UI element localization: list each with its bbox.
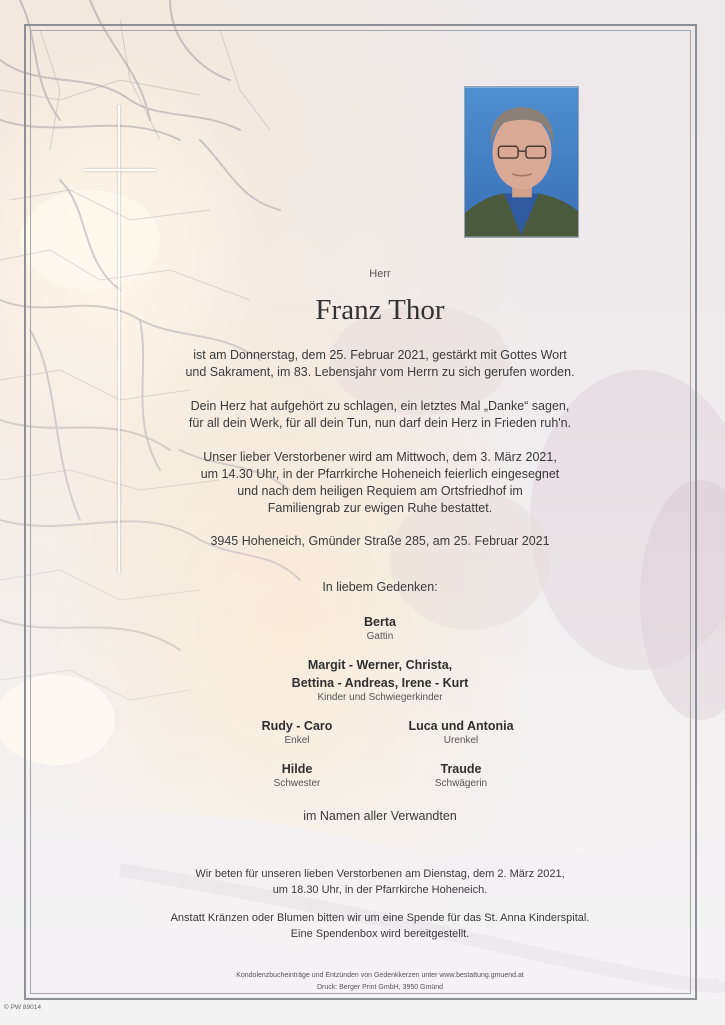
funeral-paragraph <box>150 449 610 517</box>
text-line: Bettina - Andreas, Irene - Kurt <box>291 676 469 690</box>
children-role: Kinder und Schwiegerkinder <box>317 692 443 703</box>
condolence-line: Kondolenzbucheinträge und Entzünden von Gedenkkerzen unter www.bestattung.gmuend.at <box>236 972 524 979</box>
text-line: Anstatt Kränzen oder Blumen bitten wir um eine Spende für das St. Anna Kinderspital. <box>170 912 590 924</box>
text-line: Dein Herz hat aufgehört zu schlagen, ein letztes Mal „Danke“ sagen, <box>190 399 570 413</box>
sister-in-law-role: Schwägerin <box>434 778 488 789</box>
text-line: um 18.30 Uhr, in der Pfarrkirche Hoheneich. <box>272 884 488 896</box>
text-line: Eine Spendenbox wird bereitgestellt. <box>290 928 470 940</box>
cross-icon <box>118 105 120 573</box>
cross-icon-bar <box>83 169 155 171</box>
deceased-name: Franz Thor <box>315 294 445 326</box>
grandchildren-role: Enkel <box>284 735 310 746</box>
in-memory-heading: In liebem Gedenken: <box>322 580 438 594</box>
spouse-name: Berta <box>364 615 396 629</box>
great-grandchildren-names: Luca und Antonia <box>408 719 514 733</box>
footer <box>150 970 610 994</box>
spouse-role: Gattin <box>366 631 394 642</box>
printer-line: Druck: Berger Print GmbH, 3950 Gmünd <box>316 984 444 991</box>
print-code: © PW 89014 <box>4 1004 41 1011</box>
children-names <box>150 656 610 692</box>
donation-notice <box>150 910 610 942</box>
prayer-notice <box>150 866 610 898</box>
salutation: Herr <box>369 268 391 280</box>
relatives-line: im Namen aller Verwandten <box>303 809 457 823</box>
death-notice-paragraph <box>150 347 610 381</box>
poem-paragraph <box>150 398 610 432</box>
text-line: Familiengrab zur ewigen Ruhe bestattet. <box>267 501 493 515</box>
text-line: und Sakrament, im 83. Lebensjahr vom Herrn zu sich gerufen worden. <box>185 365 575 379</box>
sister-in-law-name: Traude <box>440 762 482 776</box>
text-line: Margit - Werner, Christa, <box>307 658 453 672</box>
text-line: um 14.30 Uhr, in der Pfarrkirche Hoheneich feierlich eingesegnet <box>200 467 560 481</box>
text-line: und nach dem heiligen Requiem am Ortsfriedhof im <box>237 484 523 498</box>
portrait-photo <box>464 86 579 238</box>
grandchildren-names: Rudy - Caro <box>261 719 333 733</box>
text-line: Unser lieber Verstorbener wird am Mittwoch, dem 3. März 2021, <box>203 450 557 464</box>
place-date: 3945 Hoheneich, Gmünder Straße 285, am 25. Februar 2021 <box>210 534 550 548</box>
text-line: Wir beten für unseren lieben Verstorbenen am Dienstag, dem 2. März 2021, <box>195 868 565 880</box>
sister-role: Schwester <box>273 778 321 789</box>
text-line: ist am Donnerstag, dem 25. Februar 2021, gestärkt mit Gottes Wort <box>193 348 567 362</box>
sister-name: Hilde <box>281 762 313 776</box>
text-line: für all dein Werk, für all dein Tun, nun darf dein Herz in Frieden ruh'n. <box>188 416 572 430</box>
great-grandchildren-role: Urenkel <box>443 735 479 746</box>
